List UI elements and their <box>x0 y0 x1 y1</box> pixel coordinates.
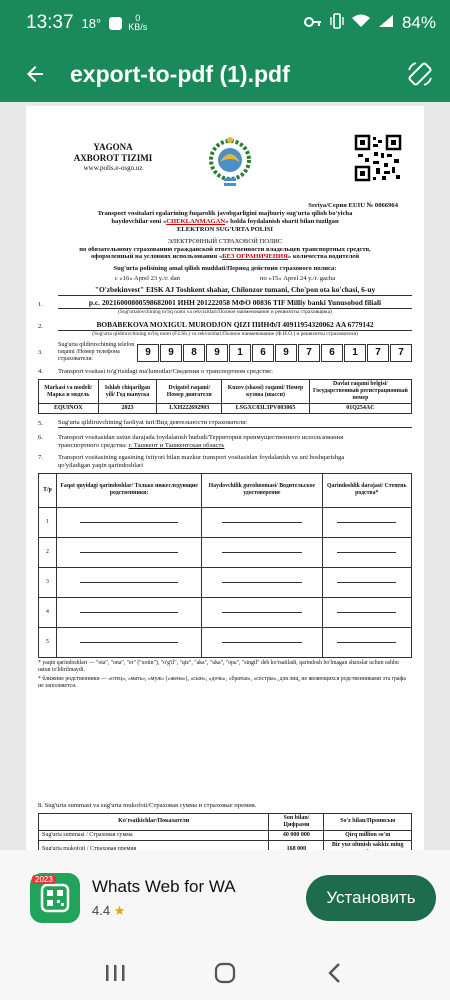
blank-line <box>222 582 303 583</box>
brand-line-1: YAGONA <box>93 142 133 152</box>
phone-digit: 8 <box>183 344 205 362</box>
vehicle-cell: 01Q254AC <box>309 404 411 414</box>
blank-line <box>337 642 396 643</box>
territory-block <box>38 434 412 450</box>
wifi-icon <box>352 14 370 32</box>
period-label: Sug'urta polisining amal qilish muddati/Период действия страхового полиса: <box>113 265 337 273</box>
vehicle-col-header: Ishlab chiqarilgan yili/ Год выпуска <box>98 380 157 404</box>
phone-digit: 7 <box>367 344 389 362</box>
blank-line <box>80 552 178 553</box>
sum-cell: 168 000 <box>269 841 324 850</box>
sum-cell: Sug'urta summasi / Страховая сумма <box>39 830 269 840</box>
vibrate-icon <box>330 13 344 33</box>
activity-line <box>38 419 412 428</box>
status-time: 13:37 <box>26 12 74 33</box>
drivers-empty-cell <box>57 507 202 537</box>
title-2-suffix: » holda foydalanish sharti bilan tuzilgan <box>225 217 339 225</box>
phone-digit: 9 <box>160 344 182 362</box>
period-to: по «15» Aprel 24 y./г. gacha <box>259 275 336 283</box>
drivers-empty-cell <box>322 507 411 537</box>
insurer-details: p.c. 20216000800598682001 ИНН 201222058 МФО 00836 TIF Milliy banki Yunusobod filiali <box>58 299 412 309</box>
brand-url: www.polis.e-osgo.uz <box>83 163 143 172</box>
drivers-col-header: Haydovchilik guvohnomasi/ Водительское удостоверение <box>202 473 322 507</box>
vehicle-table-row <box>39 404 412 414</box>
screen-rotation-icon <box>406 60 434 88</box>
sum-col-header: So'z bilan/Прописью <box>324 813 412 830</box>
sum-table-row <box>39 830 412 840</box>
sum-table-header <box>39 813 412 830</box>
vehicle-col-header: Kuzov (shassi) raqami/ Номер кузова (шасси) <box>222 380 310 404</box>
footnote-ru: * ближние родственники — «отец», «мать», «муж» («жена»), «сын», «дочь», «братья», «сестры», для лиц, не являющихся родственниками эта графа не заполняется. <box>38 675 406 689</box>
network-speed <box>128 14 147 32</box>
chevron-left-icon <box>325 962 345 984</box>
relatives-block <box>38 454 412 470</box>
drivers-table-row <box>39 627 412 657</box>
item-number-7: 7. <box>38 453 43 461</box>
back-button[interactable] <box>0 62 70 86</box>
phone-digit: 7 <box>390 344 412 362</box>
item-number-5: 5. <box>38 420 43 428</box>
signal-icon <box>378 14 394 32</box>
policy-title-2 <box>38 218 412 226</box>
sum-col-header: Ko'rsatkichlar/Показатели <box>39 813 269 830</box>
drivers-empty-cell <box>57 597 202 627</box>
vehicle-info-label: Transport vositasi to'g'risidagi ma'lumotlar/Сведения о транспортном средстве: <box>58 368 273 376</box>
drivers-empty-cell <box>202 627 322 657</box>
ad-rating-value: 4.4 <box>92 902 111 918</box>
policy-title-ru-2: по обязательному страхованию гражданской ответственности владельцев транспортных средств, <box>79 245 371 253</box>
drivers-empty-cell <box>322 567 411 597</box>
ad-banner[interactable] <box>0 850 450 945</box>
territory-label: Transport vositasidan ustun darajada foydalanish hududi/Территория преимущественного использования <box>58 434 344 442</box>
drivers-col-header: Qarindoshlik darajasi/ Степень родства* <box>322 473 411 507</box>
drivers-row-number: 2 <box>39 537 57 567</box>
drivers-table-row <box>39 567 412 597</box>
drivers-empty-cell <box>202 567 322 597</box>
item-number-2: 2. <box>38 323 43 331</box>
item-number-4: 4. <box>38 368 43 376</box>
app-icon-year-badge: 2023 <box>32 875 56 884</box>
drivers-row-number: 4 <box>39 597 57 627</box>
qr-code-icon <box>272 134 412 182</box>
insurer-caption: (Sug'urtalovchining to'liq nomi va rekvizitlari/Полное наименование и реквизиты страховщика) <box>118 308 332 315</box>
blank-line <box>80 642 178 643</box>
sum-cell: Bir yuz oltmish sakkiz ming <box>324 841 412 850</box>
insurer-details-line <box>38 299 412 309</box>
blank-line <box>80 522 178 523</box>
vehicle-cell: LXH222692903 <box>157 404 222 414</box>
sum-table <box>38 813 412 850</box>
key-icon <box>304 15 322 32</box>
home-icon <box>213 961 237 985</box>
pdf-page <box>26 106 424 850</box>
blank-line <box>222 612 303 613</box>
navigation-bar <box>0 945 450 1000</box>
drivers-row-number: 5 <box>39 627 57 657</box>
network-speed-value: 0 <box>135 13 141 23</box>
pdf-viewer[interactable] <box>0 102 450 850</box>
drivers-table-header <box>39 473 412 507</box>
document-header <box>38 134 412 200</box>
vehicle-cell: EQUINOX <box>39 404 99 414</box>
policy-title-ru-1: ЭЛЕКТРОННЫЙ СТРАХОВОЙ ПОЛИС <box>167 237 283 245</box>
vehicle-table <box>38 379 412 414</box>
policy-title-ru-3 <box>38 253 412 261</box>
network-speed-unit: KB/s <box>128 22 148 32</box>
drivers-empty-cell <box>322 537 411 567</box>
brand-block <box>38 134 188 172</box>
sum-col-header: Son bilan/Цифрами <box>269 813 324 830</box>
drivers-empty-cell <box>202 537 322 567</box>
drivers-empty-cell <box>57 567 202 597</box>
vehicle-col-header: Markasi va modeli/ Марка и модель <box>39 380 99 404</box>
blank-line <box>337 522 396 523</box>
blank-line <box>222 522 303 523</box>
blank-line <box>337 552 396 553</box>
insured-line <box>38 321 412 331</box>
activity-label: Sug'urta qildiruvchining faoliyat turi/Вид деятельности страхователя: <box>58 419 412 428</box>
phone-digit: 9 <box>206 344 228 362</box>
title-2-prefix: haydovchilar soni « <box>111 217 167 225</box>
relatives-label: Transport vositasining egasining ixtiyori bilan mazkur transport vositasidan foydalanish va uni boshqarishga <box>58 453 345 461</box>
drivers-empty-cell <box>322 627 411 657</box>
battery-level: 84% <box>401 13 436 32</box>
item-number-1: 1. <box>38 301 43 308</box>
drivers-empty-cell <box>57 627 202 657</box>
insurer-name: "O'zbekinvest" EISK AJ Toshkent shahar, Chilonzor tumani, Cho'pon ota ko'chasi, 6-uy <box>58 286 412 296</box>
brand-line-2: AXBOROT TIZIMI <box>73 152 153 163</box>
drivers-table-row <box>39 597 412 627</box>
phone-digit: 7 <box>298 344 320 362</box>
drivers-table-row <box>39 507 412 537</box>
title-ru-prefix: оформленный на условиях использования « <box>90 253 223 261</box>
vehicle-cell: LSGXC83L3PV003065 <box>222 404 310 414</box>
territory-value: г. Ташкент и Ташкентская область <box>128 442 225 450</box>
title-ru-suffix: » количества водителей <box>287 253 360 261</box>
vehicle-col-header: Dvigatel raqami/ Номер двигателя <box>157 380 222 404</box>
title-2-highlight: CHEKLANMAGAN <box>166 217 226 225</box>
policy-title-3: ELEKTRON SUG'URTA POLISI <box>176 225 273 233</box>
recent-apps-icon <box>104 963 126 983</box>
status-bar <box>0 0 450 46</box>
blank-line <box>337 612 396 613</box>
status-temperature: 18° <box>81 15 102 31</box>
item-number-3: 3. <box>38 348 43 356</box>
sum-section-label: 8. Sug'urta summasi va sug'urta mukofoti/Страховая сумма и страховые премия. <box>38 801 257 809</box>
notification-icon <box>109 17 122 30</box>
phone-digits <box>136 344 412 362</box>
insured-caption: (Sug'urta qildiruvchining to'liq nomi (F.I.Sh.) va rekvizitlari/Полное наименование (Ф.И.О.) и реквизиты страхователя) <box>92 331 358 338</box>
drivers-row-number: 1 <box>39 507 57 537</box>
star-icon: ★ <box>113 902 126 918</box>
ad-app-name: Whats Web for WA <box>92 876 236 896</box>
recent-apps-button[interactable] <box>95 953 135 993</box>
drivers-row-number: 3 <box>39 567 57 597</box>
vehicle-table-header <box>39 380 412 404</box>
relatives-label-2: qo'yiladigan yaqin qarindoshlari <box>58 461 144 469</box>
blank-line <box>80 612 178 613</box>
drivers-col-header: T/p <box>39 473 57 507</box>
drivers-empty-cell <box>202 597 322 627</box>
install-button[interactable]: Установить <box>306 875 436 921</box>
phone-row <box>38 342 412 364</box>
period-values <box>38 275 412 283</box>
period-from: c «16» Aprel 23 y./г. dan <box>114 275 180 283</box>
item-number-6: 6. <box>38 434 43 442</box>
drivers-empty-cell <box>57 537 202 567</box>
phone-digit: 9 <box>275 344 297 362</box>
ad-info <box>92 877 306 919</box>
sum-cell: Sug'urta mukofoti / Страховая премия <box>39 841 269 850</box>
phone-label: Sug'urta qildiruvchining telefon raqami /Номер телефона страхователя: <box>58 341 135 363</box>
vehicle-info-line <box>38 368 412 376</box>
drivers-col-header: Faqat quyidagi qarindoshlar/ Только нижеследующие родственники: <box>57 473 202 507</box>
drivers-empty-cell <box>322 597 411 627</box>
document-title: export-to-pdf (1).pdf <box>70 60 290 87</box>
insurer-line <box>38 286 412 296</box>
sum-table-row <box>39 841 412 850</box>
vehicle-cell: 2023 <box>98 404 157 414</box>
blank-line <box>80 582 178 583</box>
title-ru-highlight: БЕЗ ОГРАНИЧЕНИЯ <box>222 253 288 261</box>
phone-digit: 1 <box>229 344 251 362</box>
phone-digit: 6 <box>252 344 274 362</box>
drivers-empty-cell <box>202 507 322 537</box>
insured-name: BOBABEKOVA MOXIGUL MURODJON QIZI ПИНФЛ 40911954320062 AA 6779142 <box>58 321 412 331</box>
drivers-table-row <box>39 537 412 567</box>
qr-scan-icon <box>40 883 70 913</box>
policy-series: Seriya/Серия EUIU № 0066964 <box>308 202 398 209</box>
territory-label-2: транспортного средства: <box>58 442 127 450</box>
app-icon[interactable] <box>30 873 80 923</box>
phone-digit: 6 <box>321 344 343 362</box>
blank-line <box>337 582 396 583</box>
home-button[interactable] <box>205 953 245 993</box>
arrow-back-icon <box>23 62 47 86</box>
app-bar <box>0 46 450 102</box>
sum-cell: 40 000 000 <box>269 830 324 840</box>
footnote-uz: * yaqin qarindoshlari — "ota", "ona", "er" ("xotin"), "o'g'il", "qiz", "aka", "uka", "opa", "singil" deb ko'rsatiladi, qarindosh bo'lmagan shaxslar uchun ushbu ustun to'ldirilmaydi. <box>38 659 399 673</box>
vehicle-col-header: Davlat raqami belgisi/ Государственный регистрационный номер <box>309 380 411 404</box>
phone-digit: 1 <box>344 344 366 362</box>
blank-line <box>222 642 303 643</box>
nav-back-button[interactable] <box>315 953 355 993</box>
rotate-button[interactable] <box>390 60 450 88</box>
drivers-table <box>38 473 412 658</box>
phone-digit: 9 <box>137 344 159 362</box>
policy-title-1: Transport vositalari egalarining fuqarolik javobgarligini majburiy sug'urta qilish bo'yicha <box>97 209 353 217</box>
blank-line <box>222 552 303 553</box>
ad-rating <box>92 903 306 919</box>
sum-cell: Qirq million so'm <box>324 830 412 840</box>
state-emblem-icon <box>188 134 272 190</box>
